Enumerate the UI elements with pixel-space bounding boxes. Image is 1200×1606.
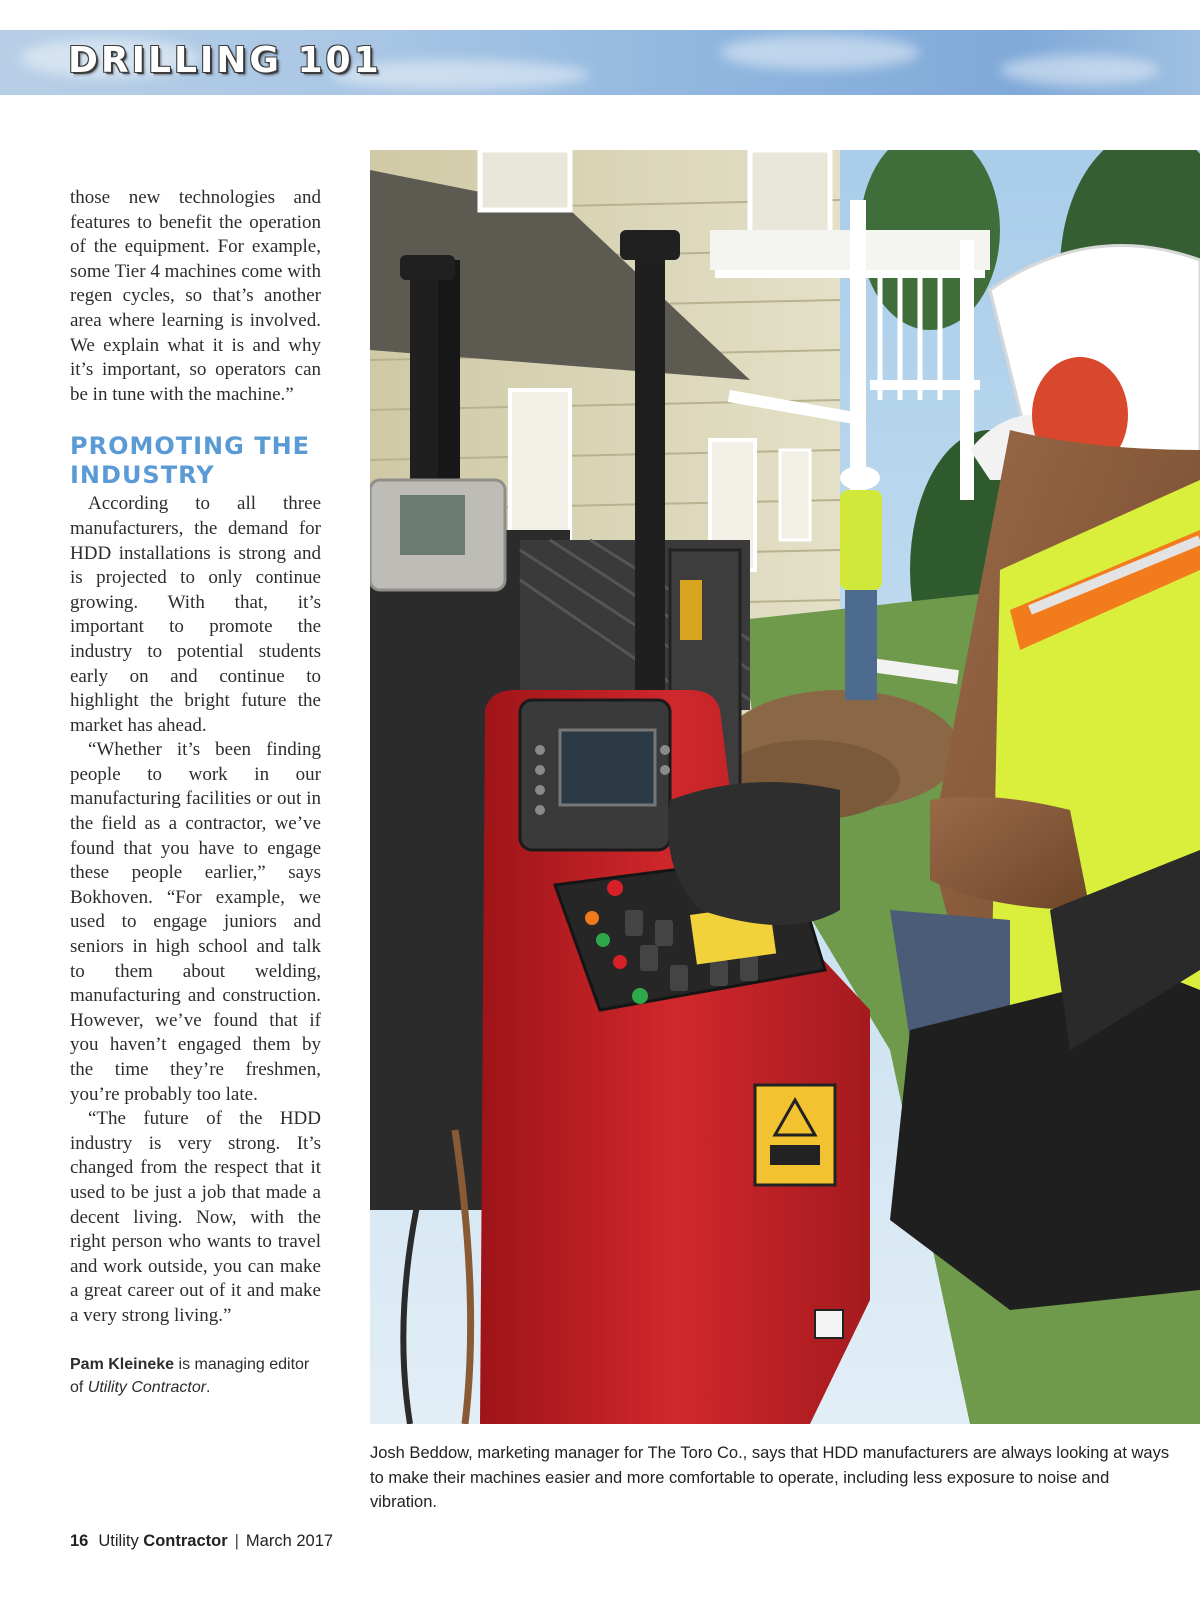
author-bio-text: is managing editor of <box>70 1355 310 1396</box>
magazine-name-part1: Utility <box>98 1532 144 1550</box>
author-bio-end: . <box>206 1378 211 1396</box>
photo-caption: Josh Beddow, marketing manager for The Toro Co., says that HDD manufacturers are always looking at ways to make their machines easier and more comfortable to operate, including less exposure to noise and vibration. <box>370 1444 1170 1511</box>
issue-date: March 2017 <box>245 1532 334 1550</box>
footer-separator: | <box>234 1532 239 1550</box>
article-paragraph: those new technologies and features to benefit the operation of the equipment. For example, some Tier 4 machines come with regen cycles, so that’s another area where learning is involved. We explain what it is and why it’s important, so operators can be in tune with the machine.” <box>70 187 321 405</box>
magazine-name-part2: Contractor <box>143 1532 228 1550</box>
article-paragraph: “Whether it’s been finding people to work in our manufacturing facilities or out in the field as a contractor, we’ve found that you have to engage these people earlier,” says Bokhoven. “For example, we used to engage juniors and seniors in high school and talk to them about welding, manufacturing and construction. However, we’ve found that if you haven’t engaged them by the time they’re freshmen, you’re probably too late. <box>70 739 321 1105</box>
page-footer <box>70 1532 333 1551</box>
page-number: 16 <box>70 1532 89 1550</box>
author-name: Pam Kleineke <box>70 1355 175 1373</box>
section-title: DRILLING 101 <box>68 40 382 81</box>
article-photo <box>370 150 1200 1424</box>
section-banner <box>0 30 1200 95</box>
article-paragraph: “The future of the HDD industry is very strong. It’s changed from the respect that it used to be just a job that made a decent living. Now, with the right person who wants to travel and work outside, you can make a great career out of it and make a very strong living.” <box>70 1108 321 1326</box>
banner-cloud <box>1000 55 1160 85</box>
article-paragraph: According to all three manufacturers, the demand for HDD installations is strong and is projected to only continue growing. With that, it’s important to promote the industry to potential students early on and continue to highlight the bright future the market has ahead. <box>70 493 321 736</box>
section-subhead: PROMOTING THE INDUSTRY <box>70 432 311 490</box>
author-bio <box>70 1353 321 1399</box>
hdd-operator-photo <box>370 150 1200 1424</box>
article-column <box>70 186 321 1399</box>
banner-cloud <box>720 35 920 70</box>
publication-name: Utility Contractor <box>87 1378 207 1396</box>
